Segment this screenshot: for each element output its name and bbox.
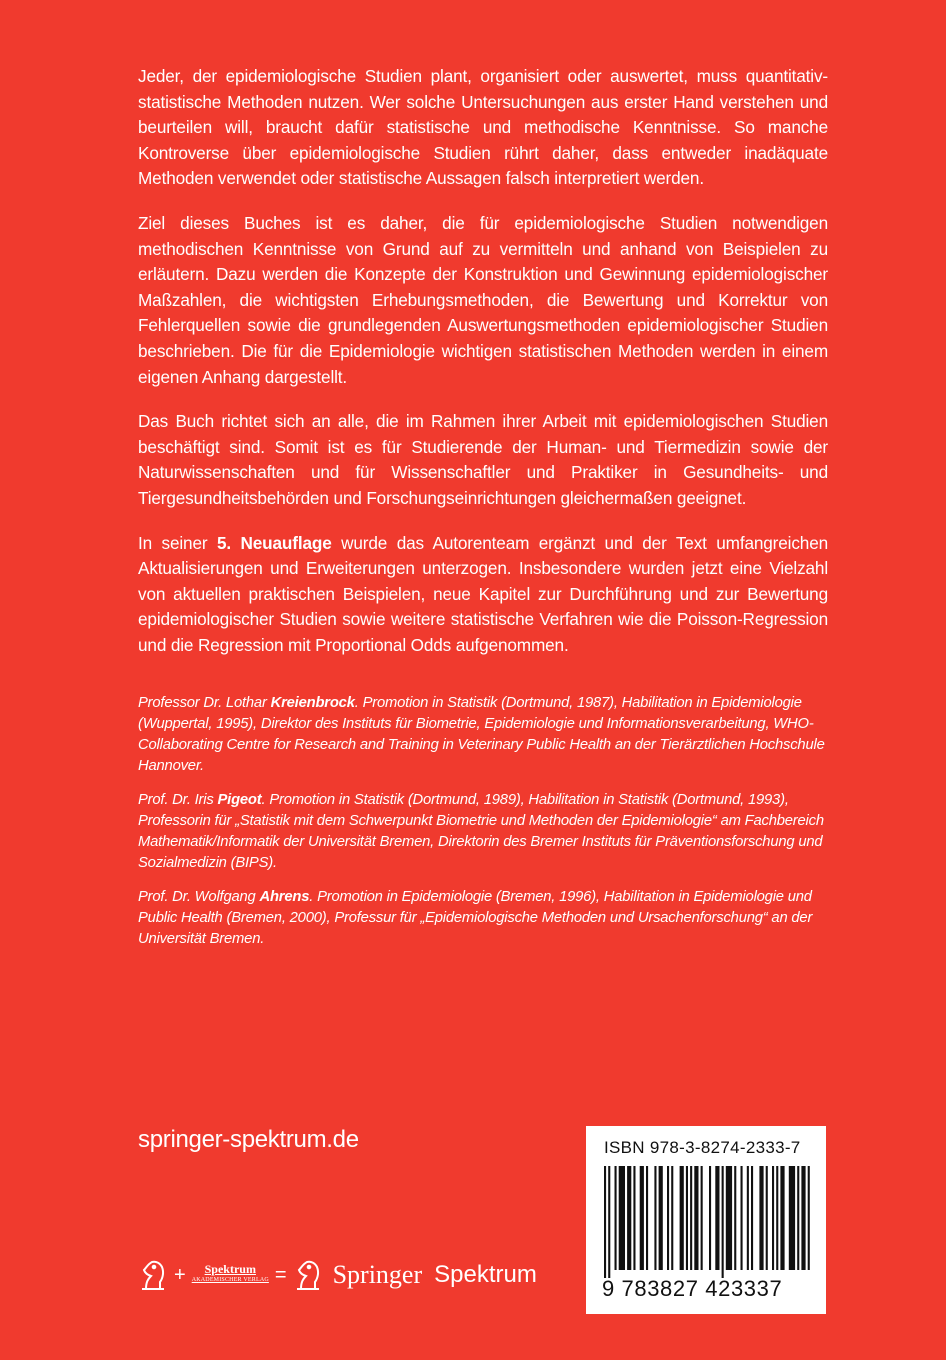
author-name: Pigeot [217, 792, 262, 809]
bio-prefix: Prof. Dr. Wolfgang [138, 889, 260, 906]
publisher-website[interactable]: springer-spektrum.de [138, 1126, 359, 1153]
isbn-barcode-box [586, 1126, 826, 1314]
brand-springer: Springer [332, 1260, 423, 1289]
edition-highlight: 5. Neuauflage [216, 532, 332, 553]
equals-sign: = [274, 1263, 287, 1286]
spektrum-small-sub: AKADEMISCHER VERLAG [191, 1277, 269, 1283]
author-bios [138, 693, 828, 950]
spektrum-small-label: Spektrum [204, 1262, 256, 1276]
paragraph-2: Ziel dieses Buches ist es daher, die für epidemiologische Studien notwendigen methodischen Kenntnisse von Grund auf zu vermitteln und anhand von Beispielen zu erläutern. Dazu werden die Konzepte der Konstruktion und Gewinnung epidemiologischer Maßzahlen, die wichtigsten Erhebungsmethoden, die Bewertung und Korrektur von Fehlerquellen sowie die grundlegenden Auswertungsmethoden epidemiologischer Studien beschrieben. Die für die Epidemiologie wichtigen statistischen Methoden werden in einem eigenen Anhang dargestellt. [138, 212, 828, 387]
brand-spektrum: Spektrum [434, 1261, 537, 1288]
isbn-digits: 9 783827 423337 [602, 1276, 783, 1301]
bio-prefix: Professor Dr. Lothar [138, 695, 271, 712]
author-bio-pigeot [138, 790, 828, 874]
author-name: Ahrens [259, 889, 310, 906]
bio-text: . Promotion in Statistik (Dortmund, 1989), Habilitation in Statistik (Dortmund, 1993), Professorin für „Statistik mit dem Schwerpunkt Biometrie und Methoden der Epidemiologie“ am Fachbereich Mathematik/Informatik der Universität Bremen, Direktorin des Bremer Instituts für Präventionsforschung und Sozialmedizin (BIPS). [138, 792, 824, 872]
bio-text: . Promotion in Statistik (Dortmund, 1987), Habilitation in Epidemiologie (Wuppertal, 1995), Direktor des Instituts für Biometrie, Epidemiologie und Informationsverarbeitung, WHO-Collaborating Centre for Research and Training in Veterinary Public Health an der Tierärztlichen Hochschule Hannover. [138, 695, 825, 775]
author-name: Kreienbrock [270, 695, 355, 712]
paragraph-3: Das Buch richtet sich an alle, die im Rahmen ihrer Arbeit mit epidemiologischen Studien beschäftigt sind. Somit ist es für Studierende der Human- und Tiermedizin sowie der Naturwissenschaften und für Wissenschaftler und Praktiker in Gesundheits- und Tiergesundheitsbehörden und Forschungseinrichtungen gleichermaßen geeignet. [138, 411, 828, 508]
spektrum-small-logo [192, 1264, 269, 1286]
plus-sign: + [174, 1263, 186, 1286]
author-bio-kreienbrock [138, 693, 828, 777]
isbn-label: ISBN 978-3-8274-2333-7 [604, 1138, 801, 1157]
paragraph-4 [138, 531, 828, 659]
publisher-logos [138, 1250, 537, 1300]
bio-text: . Promotion in Epidemiologie (Bremen, 1996), Habilitation in Epidemiologie und Public Health (Bremen, 2000), Professur für „Epidemiologische Methoden und Ursachenforschung“ an der Universität Bremen. [138, 889, 813, 948]
paragraph-1: Jeder, der epidemiologische Studien plant, organisiert oder auswertet, muss quantitativ-statistische Methoden nutzen. Wer solche Untersuchungen aus erster Hand verstehen und beurteilen will, braucht dafür statistische und methodische Kenntnisse. So manche Kontroverse über epidemiologische Studien rührt daher, dass entweder inadäquate Methoden verwendet oder statistische Aussagen falsch interpretiert werden. [138, 66, 828, 189]
horse-chess-icon [293, 1258, 323, 1292]
horse-chess-icon [138, 1258, 168, 1292]
bio-prefix: Prof. Dr. Iris [138, 792, 218, 809]
back-cover-text [138, 64, 828, 963]
barcode [604, 1166, 810, 1278]
paragraph-4-prefix: In seiner [138, 532, 217, 553]
author-bio-ahrens [138, 887, 828, 950]
paragraph-4-text: wurde das Autorenteam ergänzt und der Text umfangreichen Aktualisierungen und Erweiterungen unterzogen. Insbesondere wurden jetzt eine Vielzahl von aktuellen praktischen Beispielen, neue Kapitel zur Durchführung und zur Bewertung epidemiologischer Studien sowie weitere statistische Verfahren wie die Poisson-Regression und die Regression mit Proportional Odds aufgenommen. [138, 532, 829, 655]
